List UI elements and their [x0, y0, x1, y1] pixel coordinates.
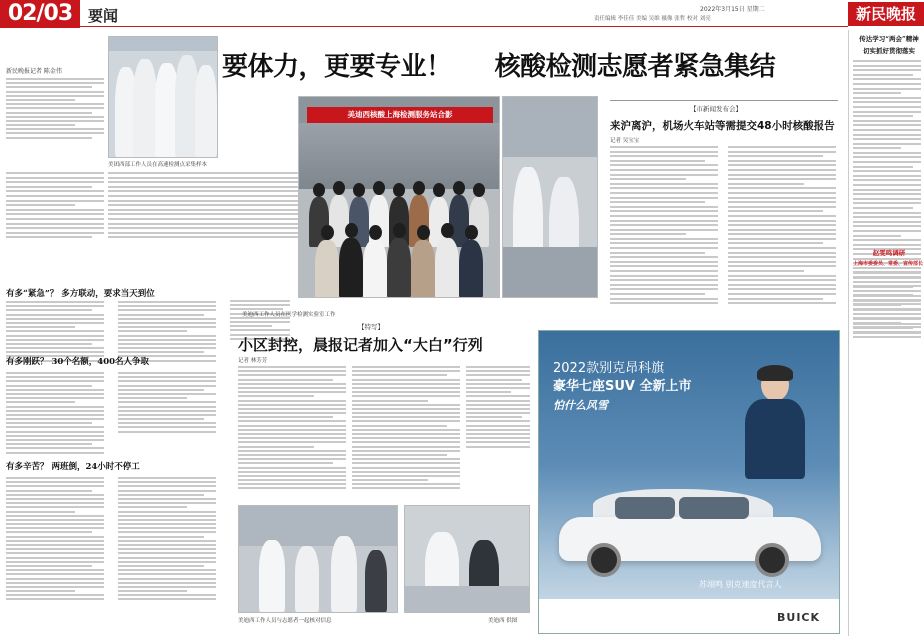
feature-text-col2	[352, 366, 460, 489]
subhead-urgent: 有多“紧急”？ 多方联动，要求当天到位	[6, 289, 155, 299]
feature-byline: 记者 林芳芳	[238, 358, 268, 364]
feature-tag: 【特写】	[358, 323, 384, 331]
group-photo-banner: 美迪西核酸上海检测服务站合影	[307, 107, 493, 123]
urgent-text-col2	[118, 301, 216, 362]
top-story-byline: 新民晚报记者 陈金伟	[6, 68, 62, 75]
headline-part-2: 核酸检测志愿者紧急集结	[494, 52, 776, 82]
screening-photo	[404, 505, 530, 613]
competitive-text-col2	[118, 372, 216, 433]
spokesperson-figure	[739, 369, 809, 479]
masthead-rule	[80, 26, 848, 27]
sidebar-bottom-title-1: 赵雯鸣调研	[872, 249, 906, 257]
ad-headline-2: 豪华七座SUV 全新上市	[553, 379, 692, 394]
headline-part-1: 要体力，更要专业！	[222, 52, 452, 82]
ad-spokesperson-label: 苏翊鸣 别克速度代言人	[699, 580, 782, 589]
news-text-col2	[728, 146, 836, 304]
subhead-hard-work: 有多辛苦？ 两班倒，24小时不停工	[6, 462, 140, 472]
news-byline: 记者 吴宝宝	[610, 138, 640, 144]
sidebar	[848, 30, 924, 636]
lab-photo-caption: 美迪西工作人员在医学检测实验室工作	[242, 312, 336, 318]
top-left-column-text	[6, 172, 104, 238]
ppe-photo-caption: 美团西部工作人员在高速检测点采集样本	[108, 162, 208, 168]
sidebar-text-bottom	[853, 272, 921, 338]
editor-line: 责任编辑 李佳佳 美编 吴维 摄像 张哲 校对 刘亮	[594, 16, 711, 22]
feature-text-col3	[466, 366, 530, 448]
ppe-workers-photo	[108, 36, 218, 158]
suv-car-image	[559, 481, 821, 577]
newspaper-logo: 新民晚报	[848, 2, 924, 26]
feature-text-col1	[238, 366, 346, 489]
checkpoint-photo	[238, 505, 398, 613]
urgent-text	[6, 301, 104, 362]
news-title: 来沪离沪，机场火车站等需提交48小时核酸报告	[610, 120, 835, 132]
screening-caption: 美迪西 供图	[488, 618, 518, 624]
group-photo	[298, 96, 500, 298]
news-text-col1	[610, 146, 718, 304]
checkpoint-caption: 美迪西工作人员与志愿者一起核对信息	[238, 618, 332, 624]
hard-work-text	[6, 477, 104, 600]
feature-title: 小区封控，晨报记者加入“大白”行列	[238, 336, 483, 354]
buick-ad[interactable]	[538, 330, 840, 634]
hard-work-text-col2	[118, 477, 216, 600]
sidebar-bottom-title-2: 上海市委委员、常委、宣传部长	[852, 261, 923, 267]
news-divider	[610, 100, 838, 101]
subhead-competitive: 有多刚跃？ 30个名额，400名人争取	[6, 357, 150, 367]
section-title: 要闻	[88, 7, 119, 25]
ad-slogan: 怕什么风雪	[553, 399, 608, 412]
page-number: 02/03	[0, 0, 80, 28]
sidebar-title-2: 切实抓好贯彻落实	[863, 47, 915, 55]
date-line: 2022年3月15日 星期二	[700, 6, 765, 13]
ad-headline-1: 2022款别克昂科旗	[553, 361, 665, 376]
masthead	[0, 0, 924, 28]
sidebar-title-1: 传达学习“两会”精神	[859, 35, 919, 43]
competitive-text	[6, 372, 104, 454]
lab-photo	[502, 96, 598, 298]
main-headline	[222, 46, 775, 83]
buick-logo: BUICK	[777, 611, 821, 624]
top-story-intro-text	[6, 78, 104, 139]
news-tag: 【市新闻发布会】	[690, 105, 742, 113]
